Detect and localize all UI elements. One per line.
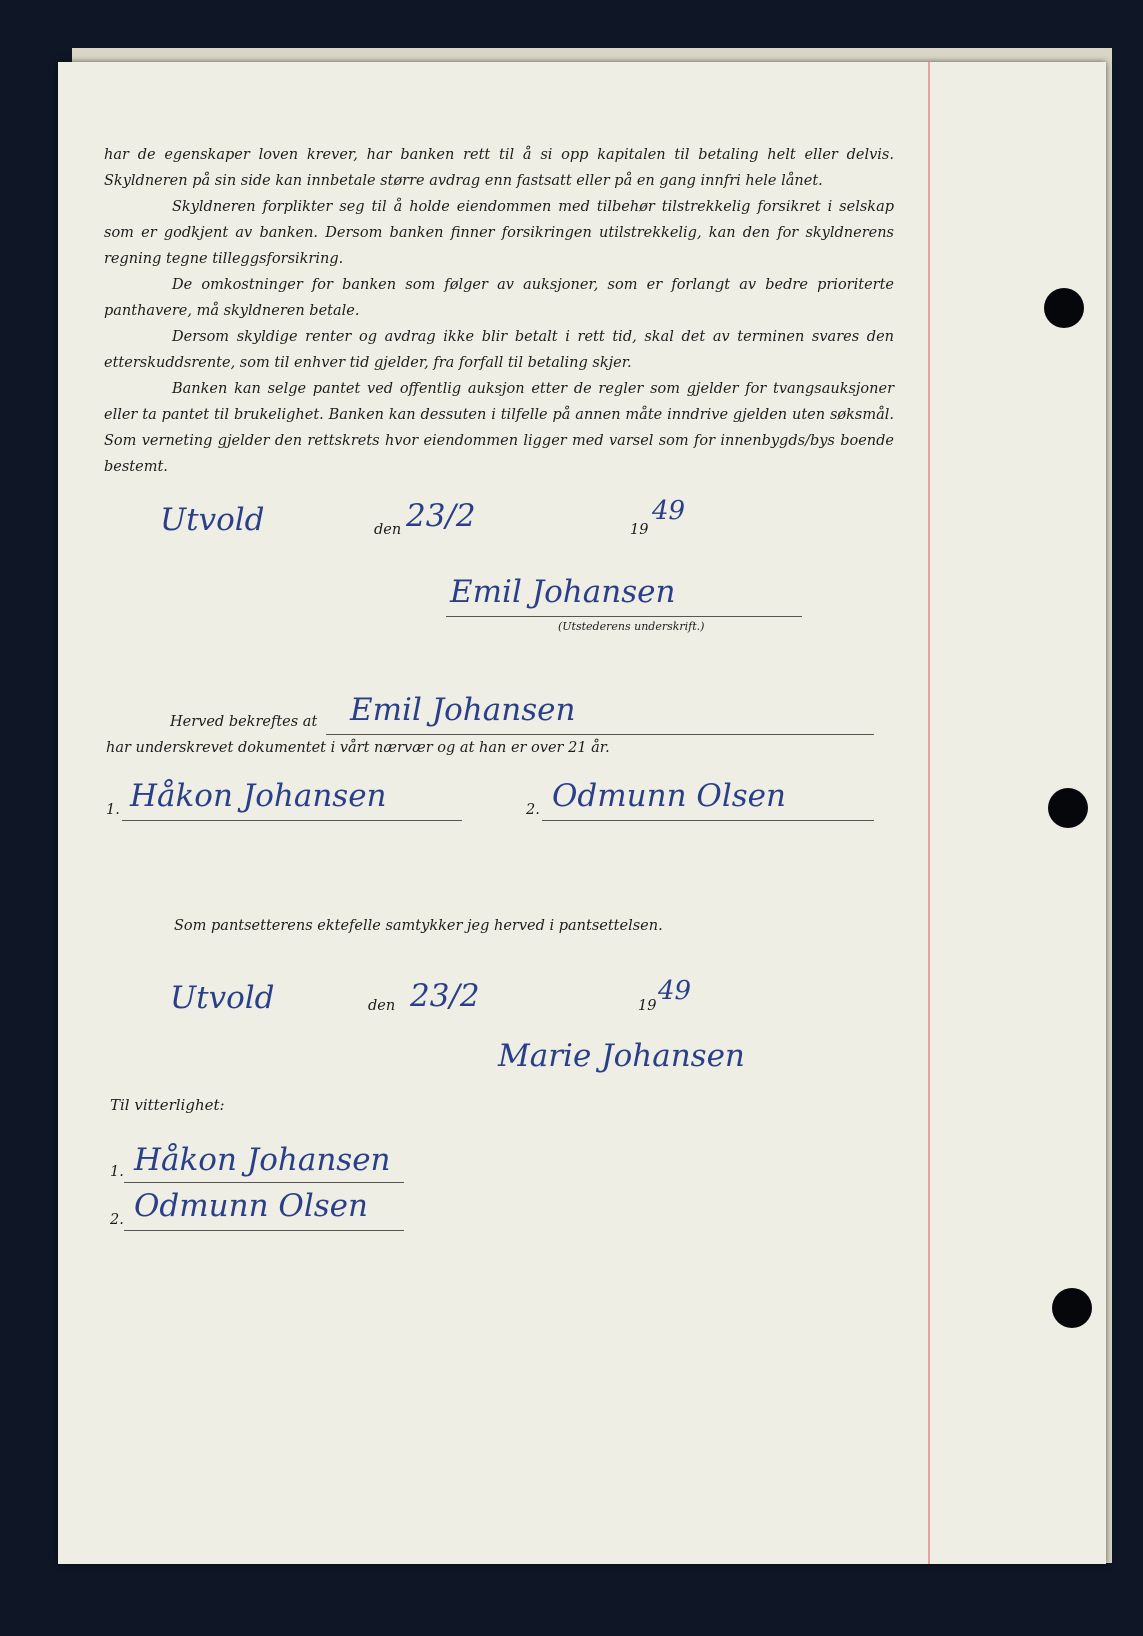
spouse-signing-date: 23/2: [410, 978, 480, 1014]
confirmation-text: har underskrevet dokumentet i vårt nærvær og at han er over 21 år.: [106, 740, 610, 756]
punch-hole-top: [1044, 288, 1084, 328]
spouse-consent-text: Som pantsetterens ektefelle samtykker jeg herved i pantsettelsen.: [174, 918, 663, 934]
paragraph-auction-costs: De omkostninger for banken som følger av auksjoner, som er forlangt av bedre prioriterte panthavere, må skyldneren betale.: [104, 277, 894, 319]
spouse-signature: Marie Johansen: [498, 1038, 745, 1074]
witness2-line: [542, 820, 874, 821]
witness-b-signature: Odmunn Olsen: [134, 1188, 368, 1224]
year-prefix: 19: [630, 522, 649, 538]
witness-a-signature: Håkon Johansen: [134, 1142, 391, 1178]
witness2-number: 2.: [526, 802, 540, 818]
issuer-signature: Emil Johansen: [450, 574, 676, 610]
spouse-year-suffix: 49: [658, 976, 692, 1006]
spouse-year-prefix: 19: [638, 998, 657, 1014]
punch-hole-middle: [1048, 788, 1088, 828]
spouse-signing-place: Utvold: [170, 980, 275, 1016]
paragraph-insurance: Skyldneren forplikter seg til å holde eiendommen med tilbehør tilstrekkelig forsikret i selskap som er godkjent av banken. Dersom banken finner forsikringen utilstrekkelig, kan den for skyldnerens regning tegne tilleggsforsikring.: [104, 199, 894, 267]
witnesses-title: Til vitterlighet:: [110, 1096, 225, 1114]
paragraph-loan-terms: har de egenskaper loven krever, har banken rett til å si opp kapitalen til betaling helt eller delvis. Skyldneren på sin side kan innbetale større avdrag enn fastsatt eller på en gang innfri hele lånet.: [104, 147, 894, 189]
confirmation-label: Herved bekreftes at: [170, 714, 318, 730]
den-label: den: [374, 522, 402, 538]
witness1-line: [122, 820, 462, 821]
witness-a-line: [124, 1182, 404, 1183]
witness1-signature: Håkon Johansen: [130, 778, 387, 814]
document-page: [58, 62, 1106, 1564]
signing-place: Utvold: [160, 502, 265, 538]
punch-hole-bottom: [1052, 1288, 1092, 1328]
spouse-den-label: den: [368, 998, 396, 1014]
signing-date: 23/2: [406, 498, 476, 534]
witness-b-number: 2.: [110, 1212, 124, 1228]
paragraph-forced-sale: Banken kan selge pantet ved offentlig auksjon etter de regler som gjelder for tvangsauksjoner eller ta pantet til brukelighet. Banken kan dessuten i tilfelle på annen måte inndrive gjelden uten søksmål. Som verneting gjelder den rettskrets hvor eiendommen ligger med varsel som for innenbygds/bys boende bestemt.: [104, 381, 894, 475]
paragraph-interest: Dersom skyldige renter og avdrag ikke blir betalt i rett tid, skal det av terminen svares den etterskuddsrente, som til enhver tid gjelder, fra forfall til betaling skjer.: [104, 329, 894, 371]
confirmation-name-line: [326, 734, 874, 735]
witness2-signature: Odmunn Olsen: [552, 778, 786, 814]
witness-a-number: 1.: [110, 1164, 124, 1180]
confirmation-name: Emil Johansen: [350, 692, 576, 728]
witness-b-line: [124, 1230, 404, 1231]
issuer-signature-line: [446, 616, 802, 617]
margin-line: [928, 62, 930, 1564]
year-suffix: 49: [652, 496, 686, 526]
issuer-signature-caption: (Utstederens underskrift.): [558, 620, 705, 633]
witness1-number: 1.: [106, 802, 120, 818]
